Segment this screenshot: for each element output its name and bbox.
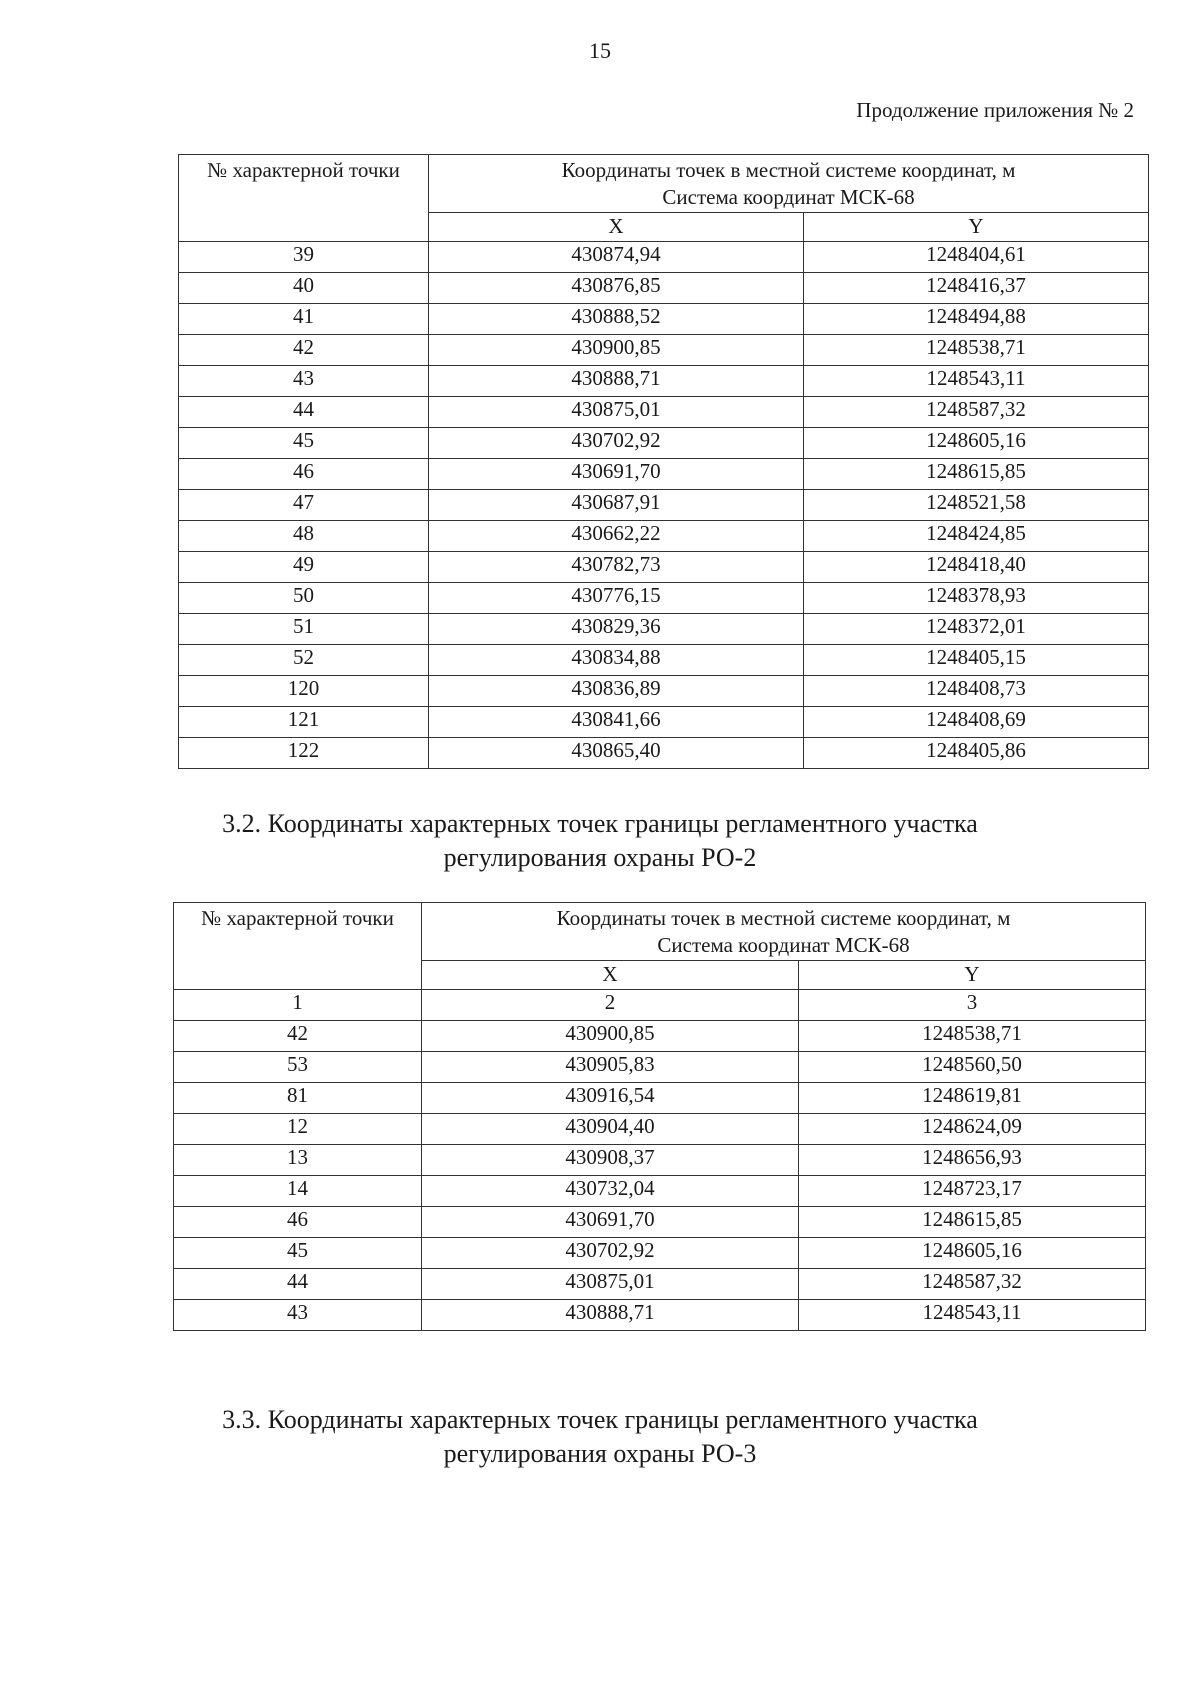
x-coordinate-cell: 430691,70 [429, 459, 804, 490]
point-number-header: № характерной точки [179, 155, 429, 242]
point-number-cell: 46 [179, 459, 429, 490]
table-row [174, 1083, 1146, 1114]
table-row [174, 1176, 1146, 1207]
coordinates-header [429, 155, 1149, 213]
coordinates-table-2 [173, 902, 1146, 1331]
table-row [179, 366, 1149, 397]
coordinates-table-1 [178, 154, 1149, 769]
y-coordinate-cell: 1248424,85 [804, 521, 1149, 552]
point-number-cell: 44 [174, 1269, 422, 1300]
point-number-cell: 14 [174, 1176, 422, 1207]
y-coordinate-cell: 1248615,85 [799, 1207, 1146, 1238]
table-row [179, 583, 1149, 614]
x-coordinate-cell: 430908,37 [422, 1145, 799, 1176]
coordinate-system-label: Система координат МСК-68 [657, 933, 910, 957]
point-number-cell: 53 [174, 1052, 422, 1083]
table-2-body [174, 1021, 1146, 1331]
coordinates-header-title: Координаты точек в местной системе координат, м [561, 158, 1016, 182]
y-coordinate-cell: 1248538,71 [804, 335, 1149, 366]
coordinate-system-label: Система координат МСК-68 [662, 185, 915, 209]
x-coordinate-cell: 430900,85 [429, 335, 804, 366]
x-coordinate-cell: 430841,66 [429, 707, 804, 738]
point-number-cell: 81 [174, 1083, 422, 1114]
table-row [179, 273, 1149, 304]
y-coordinate-cell: 1248521,58 [804, 490, 1149, 521]
heading-line: 3.2. Координаты характерных точек границы регламентного участка [222, 809, 978, 838]
table-header-row [179, 155, 1149, 213]
table-row [174, 1207, 1146, 1238]
x-coordinate-cell: 430888,52 [429, 304, 804, 335]
coordinates-header-title: Координаты точек в местной системе координат, м [556, 906, 1011, 930]
point-number-cell: 39 [179, 242, 429, 273]
table-row [179, 490, 1149, 521]
table-row [174, 1052, 1146, 1083]
heading-line: 3.3. Координаты характерных точек границы регламентного участка [222, 1405, 978, 1434]
y-coordinate-cell: 1248405,86 [804, 738, 1149, 769]
table-row [179, 645, 1149, 676]
point-number-cell: 12 [174, 1114, 422, 1145]
column-number-2: 2 [422, 990, 799, 1021]
y-coordinate-cell: 1248619,81 [799, 1083, 1146, 1114]
appendix-continuation-note: Продолжение приложения № 2 [856, 98, 1134, 122]
table-row [179, 707, 1149, 738]
x-coordinate-cell: 430900,85 [422, 1021, 799, 1052]
heading-line: регулирования охраны РО-3 [443, 1439, 757, 1468]
y-coordinate-cell: 1248416,37 [804, 273, 1149, 304]
table-row [174, 1238, 1146, 1269]
table-row [179, 521, 1149, 552]
point-number-cell: 46 [174, 1207, 422, 1238]
point-number-cell: 47 [179, 490, 429, 521]
page-number: 15 [589, 38, 611, 63]
y-coordinate-cell: 1248538,71 [799, 1021, 1146, 1052]
y-coordinate-cell: 1248404,61 [804, 242, 1149, 273]
section-heading-3-2 [0, 807, 1200, 875]
table-row [179, 242, 1149, 273]
point-number-cell: 41 [179, 304, 429, 335]
x-coordinate-cell: 430876,85 [429, 273, 804, 304]
section-heading-3-3 [0, 1403, 1200, 1471]
y-coordinate-cell: 1248723,17 [799, 1176, 1146, 1207]
x-coordinate-cell: 430875,01 [429, 397, 804, 428]
table-row [179, 397, 1149, 428]
y-coordinate-cell: 1248605,16 [799, 1238, 1146, 1269]
x-coordinate-cell: 430732,04 [422, 1176, 799, 1207]
point-number-cell: 43 [179, 366, 429, 397]
point-number-cell: 13 [174, 1145, 422, 1176]
y-coordinate-cell: 1248587,32 [799, 1269, 1146, 1300]
x-coordinate-cell: 430662,22 [429, 521, 804, 552]
table-row [179, 428, 1149, 459]
x-coordinate-cell: 430776,15 [429, 583, 804, 614]
x-coordinate-cell: 430829,36 [429, 614, 804, 645]
table-row [179, 304, 1149, 335]
point-number-cell: 120 [179, 676, 429, 707]
point-number-cell: 49 [179, 552, 429, 583]
point-number-cell: 40 [179, 273, 429, 304]
x-coordinate-cell: 430782,73 [429, 552, 804, 583]
point-number-cell: 42 [179, 335, 429, 366]
table-row [179, 335, 1149, 366]
point-number-cell: 50 [179, 583, 429, 614]
y-coordinate-cell: 1248624,09 [799, 1114, 1146, 1145]
x-coordinate-cell: 430702,92 [422, 1238, 799, 1269]
y-coordinate-cell: 1248656,93 [799, 1145, 1146, 1176]
column-number-row [174, 990, 1146, 1021]
table-row [179, 738, 1149, 769]
coordinates-header [422, 903, 1146, 961]
table-row [174, 1114, 1146, 1145]
table-row [179, 552, 1149, 583]
y-coordinate-cell: 1248494,88 [804, 304, 1149, 335]
x-column-header: X [422, 960, 799, 989]
x-coordinate-cell: 430904,40 [422, 1114, 799, 1145]
x-coordinate-cell: 430888,71 [422, 1300, 799, 1331]
table-row [174, 1300, 1146, 1331]
y-coordinate-cell: 1248408,73 [804, 676, 1149, 707]
y-coordinate-cell: 1248543,11 [799, 1300, 1146, 1331]
x-coordinate-cell: 430691,70 [422, 1207, 799, 1238]
y-coordinate-cell: 1248408,69 [804, 707, 1149, 738]
point-number-cell: 44 [179, 397, 429, 428]
y-coordinate-cell: 1248405,15 [804, 645, 1149, 676]
y-coordinate-cell: 1248372,01 [804, 614, 1149, 645]
x-coordinate-cell: 430905,83 [422, 1052, 799, 1083]
y-coordinate-cell: 1248378,93 [804, 583, 1149, 614]
point-number-cell: 122 [179, 738, 429, 769]
heading-line: регулирования охраны РО-2 [443, 843, 757, 872]
x-coordinate-cell: 430875,01 [422, 1269, 799, 1300]
point-number-cell: 45 [179, 428, 429, 459]
table-row [179, 676, 1149, 707]
table-1-body [179, 242, 1149, 769]
x-coordinate-cell: 430702,92 [429, 428, 804, 459]
x-coordinate-cell: 430865,40 [429, 738, 804, 769]
table-header-row [174, 903, 1146, 961]
point-number-cell: 43 [174, 1300, 422, 1331]
y-coordinate-cell: 1248587,32 [804, 397, 1149, 428]
x-coordinate-cell: 430836,89 [429, 676, 804, 707]
point-number-cell: 121 [179, 707, 429, 738]
column-number-1: 1 [174, 990, 422, 1021]
y-coordinate-cell: 1248560,50 [799, 1052, 1146, 1083]
table-row [174, 1021, 1146, 1052]
point-number-cell: 48 [179, 521, 429, 552]
table-row [174, 1269, 1146, 1300]
x-coordinate-cell: 430874,94 [429, 242, 804, 273]
table-row [179, 614, 1149, 645]
table-row [179, 459, 1149, 490]
x-coordinate-cell: 430687,91 [429, 490, 804, 521]
x-coordinate-cell: 430888,71 [429, 366, 804, 397]
point-number-cell: 42 [174, 1021, 422, 1052]
table-row [174, 1145, 1146, 1176]
y-coordinate-cell: 1248543,11 [804, 366, 1149, 397]
point-number-cell: 51 [179, 614, 429, 645]
column-number-3: 3 [799, 990, 1146, 1021]
y-coordinate-cell: 1248418,40 [804, 552, 1149, 583]
x-coordinate-cell: 430916,54 [422, 1083, 799, 1114]
y-column-header: Y [799, 960, 1146, 989]
y-coordinate-cell: 1248615,85 [804, 459, 1149, 490]
point-number-header: № характерной точки [174, 903, 422, 990]
x-coordinate-cell: 430834,88 [429, 645, 804, 676]
point-number-cell: 45 [174, 1238, 422, 1269]
y-column-header: Y [804, 212, 1149, 241]
x-column-header: X [429, 212, 804, 241]
point-number-cell: 52 [179, 645, 429, 676]
y-coordinate-cell: 1248605,16 [804, 428, 1149, 459]
